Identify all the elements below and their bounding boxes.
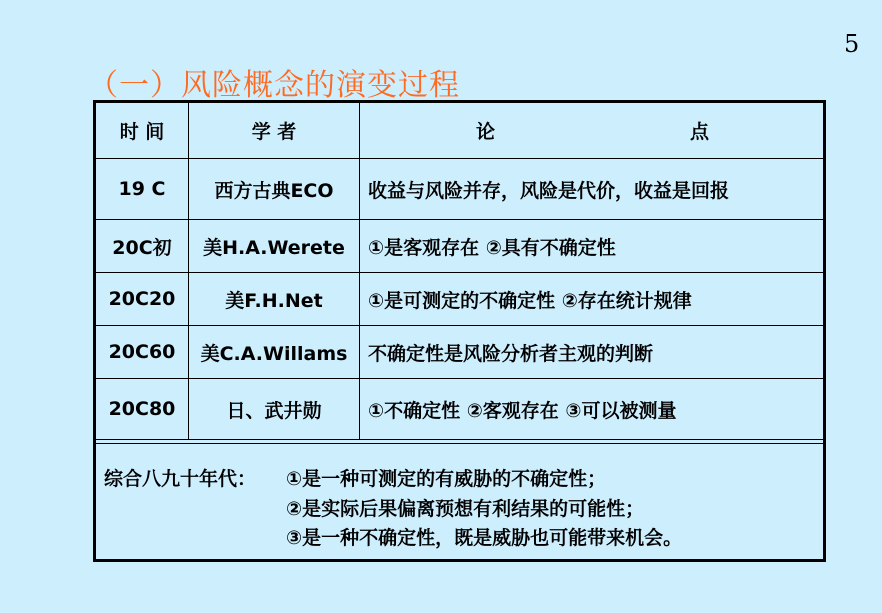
header-view-part1: 论 bbox=[476, 121, 496, 143]
row-scholar: 日、武井勋 bbox=[189, 379, 360, 440]
summary-line: ③是一种不确定性，既是威胁也可能带来机会。 bbox=[286, 527, 683, 549]
summary-line: ①是一种可测定的有威胁的不确定性； bbox=[286, 468, 607, 490]
row-time: 20C初 bbox=[96, 220, 189, 273]
table-header-row bbox=[96, 103, 823, 159]
row-scholar: 美C.A.Willams bbox=[189, 326, 360, 379]
table-row bbox=[96, 159, 823, 220]
row-view: 不确定性是风险分析者主观的判断 bbox=[360, 326, 824, 379]
row-time: 20C20 bbox=[96, 273, 189, 326]
table-row bbox=[96, 273, 823, 326]
row-time: 20C80 bbox=[96, 379, 189, 440]
page-number: 5 bbox=[844, 30, 860, 58]
concept-table-frame bbox=[93, 100, 826, 562]
header-scholar: 学 者 bbox=[189, 103, 360, 159]
slide-title: （一）风险概念的演变过程 bbox=[88, 68, 460, 103]
row-view: 收益与风险并存，风险是代价，收益是回报 bbox=[360, 159, 824, 220]
summary-section bbox=[96, 443, 823, 563]
row-scholar: 西方古典ECO bbox=[189, 159, 360, 220]
row-view: ①不确定性 ②客观存在 ③可以被测量 bbox=[360, 379, 824, 440]
row-time: 20C60 bbox=[96, 326, 189, 379]
header-view-part2: 点 bbox=[690, 121, 710, 143]
concept-evolution-table bbox=[96, 103, 823, 440]
summary-lead: 综合八九十年代： bbox=[104, 468, 257, 490]
row-view: ①是客观存在 ②具有不确定性 bbox=[360, 220, 824, 273]
row-time: 19 C bbox=[96, 159, 189, 220]
row-scholar: 美F.H.Net bbox=[189, 273, 360, 326]
row-view: ①是可测定的不确定性 ②存在统计规律 bbox=[360, 273, 824, 326]
table-row bbox=[96, 379, 823, 440]
table-row bbox=[96, 326, 823, 379]
header-time: 时 间 bbox=[96, 103, 189, 159]
header-view bbox=[360, 103, 824, 159]
row-scholar: 美H.A.Werete bbox=[189, 220, 360, 273]
summary-line: ②是实际后果偏离预想有利结果的可能性； bbox=[286, 498, 645, 520]
table-row bbox=[96, 220, 823, 273]
